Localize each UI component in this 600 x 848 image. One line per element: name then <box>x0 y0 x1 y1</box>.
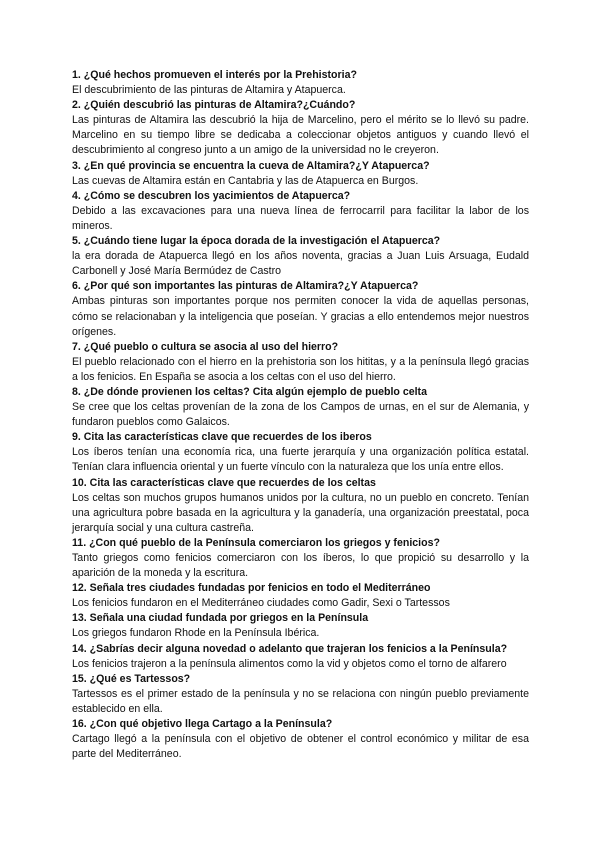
answer-text: Ambas pinturas son importantes porque nos permiten conocer la vida de aquellas personas, cómo se relacionaban y la inteligencia que poseían. Y gracias a ello entendemos mejor nuestros orígenes. <box>72 295 529 338</box>
answer-text: El pueblo relacionado con el hierro en la prehistoria son los hititas, y a la península llegó gracias a los fenicios. En España se asocia a los celtas con el uso del hierro. <box>72 355 529 383</box>
question-heading: 10. Cita las características clave que recuerdes de los celtas <box>72 476 376 489</box>
question-heading: 7. ¿Qué pueblo o cultura se asocia al uso del hierro? <box>72 340 339 353</box>
qa-item <box>72 717 529 762</box>
answer-text: Tartessos es el primer estado de la península y no se relaciona con ningún pueblo previamente establecido en ella. <box>72 687 529 715</box>
answer-text: Las cuevas de Altamira están en Cantabria y las de Atapuerca en Burgos. <box>72 174 419 187</box>
answer-text: Los celtas son muchos grupos humanos unidos por la cultura, no un pueblo en concreto. Tenían una agricultura pobre basada en la agricultura y la ganadería, una organización preestatal, poca jerarquía social y una cultura castreña. <box>72 491 529 534</box>
qa-item <box>72 234 529 279</box>
qa-item <box>72 68 529 98</box>
qa-item <box>72 611 529 641</box>
qa-item <box>72 536 529 581</box>
qa-item <box>72 385 529 430</box>
qa-item <box>72 476 529 536</box>
question-heading: 3. ¿En qué provincia se encuentra la cueva de Altamira?¿Y Atapuerca? <box>72 159 430 172</box>
document-page <box>72 68 529 762</box>
question-heading: 16. ¿Con qué objetivo llega Cartago a la Península? <box>72 718 333 731</box>
answer-text: El descubrimiento de las pinturas de Altamira y Atapuerca. <box>72 84 346 97</box>
qa-item <box>72 672 529 717</box>
question-heading: 12. Señala tres ciudades fundadas por fenicios en todo el Mediterráneo <box>72 582 431 595</box>
answer-text: Se cree que los celtas provenían de la zona de los Campos de urnas, en el sur de Alemania, y fundaron pueblos como Galaicos. <box>72 401 529 429</box>
answer-text: Las pinturas de Altamira las descubrió la hija de Marcelino, pero el mérito se lo llevó su padre. Marcelino en su tiempo libre se dedicaba a coleccionar objetos antiguos y cuando llevó el descubrimiento al congreso junto a un amigo de la universidad no le creyeron. <box>72 114 529 157</box>
question-heading: 8. ¿De dónde provienen los celtas? Cita algún ejemplo de pueblo celta <box>72 385 427 398</box>
question-heading: 15. ¿Qué es Tartessos? <box>72 672 191 685</box>
question-heading: 6. ¿Por qué son importantes las pinturas de Altamira?¿Y Atapuerca? <box>72 280 419 293</box>
answer-text: Los griegos fundaron Rhode en la Península Ibérica. <box>72 627 320 640</box>
answer-text: Debido a las excavaciones para una nueva línea de ferrocarril para facilitar la labor de los mineros. <box>72 204 529 232</box>
qa-item <box>72 98 529 158</box>
qa-item <box>72 279 529 339</box>
question-heading: 14. ¿Sabrías decir alguna novedad o adelanto que trajeran los fenicios a la Península? <box>72 642 508 655</box>
qa-item <box>72 642 529 672</box>
qa-item <box>72 159 529 189</box>
answer-text: Tanto griegos como fenicios comerciaron con los íberos, lo que propició su desarrollo y la aparición de la moneda y la escritura. <box>72 552 529 580</box>
qa-item <box>72 581 529 611</box>
answer-text: Los íberos tenían una economía rica, una fuerte jerarquía y una organización política estatal. Tenían clara influencia oriental y un fuerte vínculo con la naturaleza que los unía entre ellos. <box>72 446 529 474</box>
question-heading: 11. ¿Con qué pueblo de la Península comerciaron los griegos y fenicios? <box>72 536 440 549</box>
question-heading: 5. ¿Cuándo tiene lugar la época dorada de la investigación el Atapuerca? <box>72 235 441 248</box>
question-heading: 13. Señala una ciudad fundada por griegos en la Península <box>72 612 369 625</box>
question-heading: 4. ¿Cómo se descubren los yacimientos de Atapuerca? <box>72 189 351 202</box>
question-heading: 2. ¿Quién descubrió las pinturas de Altamira?¿Cuándo? <box>72 99 356 112</box>
qa-item <box>72 340 529 385</box>
question-heading: 1. ¿Qué hechos promueven el interés por la Prehistoria? <box>72 69 357 81</box>
answer-text: Los fenicios trajeron a la península alimentos como la vid y objetos como el torno de alfarero <box>72 657 507 670</box>
answer-text: Cartago llegó a la península con el objetivo de obtener el control económico y militar de esa parte del Mediterráneo. <box>72 733 529 761</box>
qa-item <box>72 189 529 234</box>
answer-text: la era dorada de Atapuerca llegó en los años noventa, gracias a Juan Luis Arsuaga, Eudald Carbonell y José María Bermúdez de Castro <box>72 250 529 278</box>
answer-text: Los fenicios fundaron en el Mediterráneo ciudades como Gadir, Sexi o Tartessos <box>72 597 450 610</box>
question-heading: 9. Cita las características clave que recuerdes de los iberos <box>72 431 372 444</box>
qa-item <box>72 430 529 475</box>
